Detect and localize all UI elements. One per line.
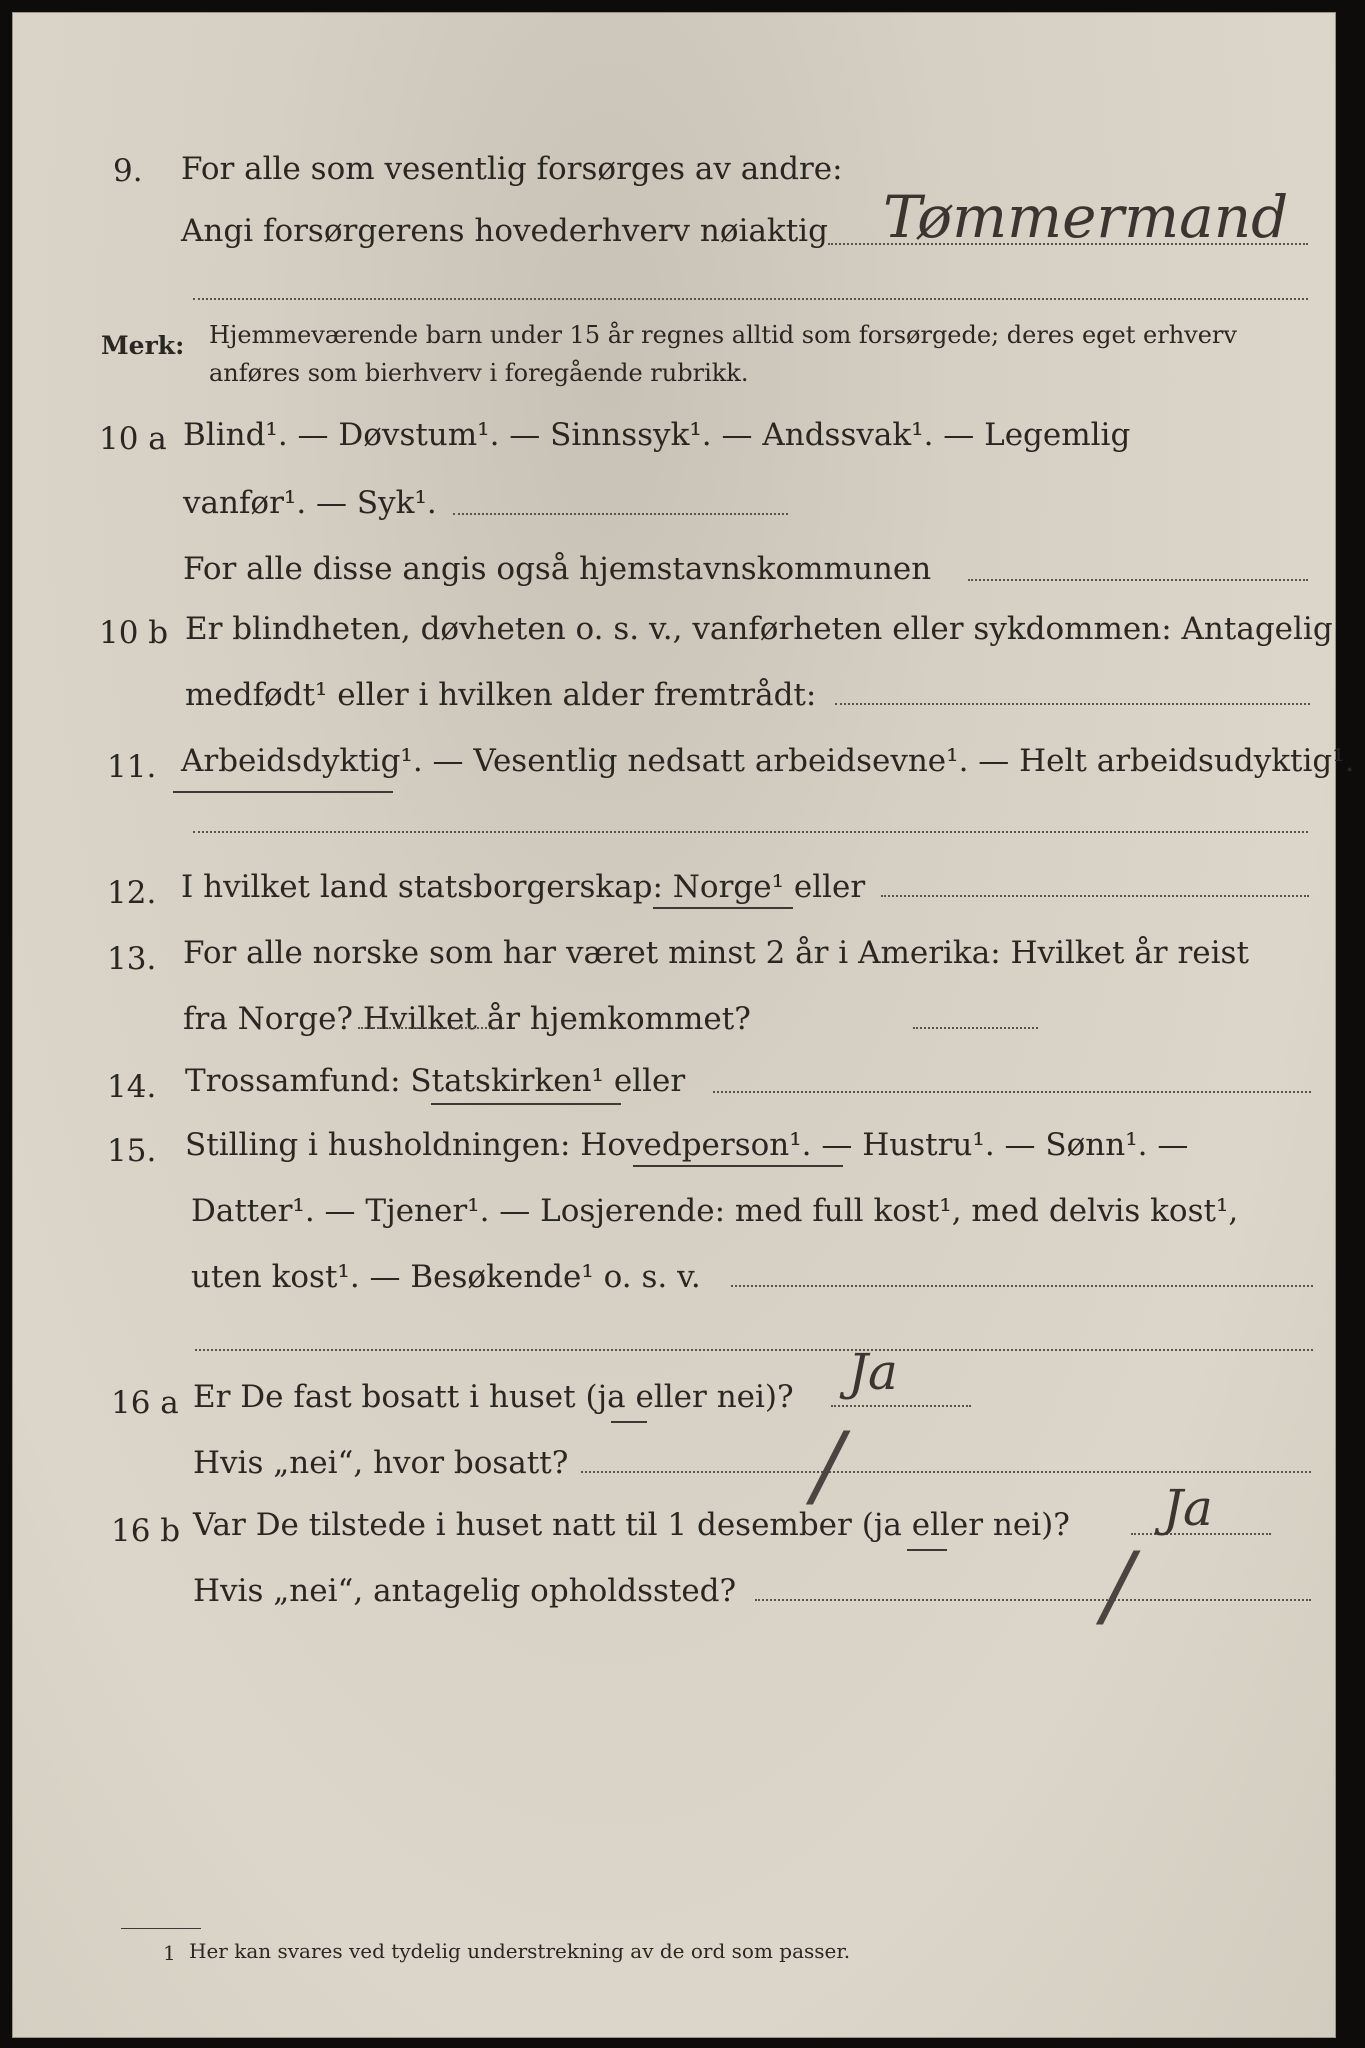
footnote-marker: 1 (163, 1941, 176, 1965)
q16a-underline-mark (611, 1421, 647, 1423)
q13-line1: For alle norske som har været minst 2 år i Amerika: Hvilket år reist (183, 935, 1249, 971)
q12-underline-mark (653, 907, 793, 909)
footnote-text: Her kan svares ved tydelig understrekning av de ord som passer. (189, 1939, 851, 1963)
census-form-page (12, 12, 1355, 2038)
q9-handwritten-answer: Tømmermand (883, 183, 1289, 251)
q14-line1: Trossamfund: Statskirken¹ eller (185, 1063, 686, 1099)
q10b-answer-line (835, 703, 1310, 705)
q14-answer-line (713, 1091, 1311, 1093)
q15-underline-mark (633, 1165, 843, 1167)
note-line2: anføres som bierhverv i foregående rubrikk. (209, 359, 749, 387)
q16a-line1: Er De fast bosatt i huset (ja eller nei)? (193, 1379, 794, 1415)
item-number-10b: 10 b (99, 615, 169, 651)
q15-line3: uten kost¹. — Besøkende¹ o. s. v. (191, 1259, 701, 1295)
q10b-line2: medfødt¹ eller i hvilken alder fremtrådt: (185, 677, 817, 713)
q15-line1: Stilling i husholdningen: Hovedperson¹. — Hustru¹. — Sønn¹. — (185, 1127, 1189, 1163)
q15-line2: Datter¹. — Tjener¹. — Losjerende: med full kost¹, med delvis kost¹, (191, 1193, 1239, 1229)
q10a-line3: For alle disse angis også hjemstavnskommunen (183, 551, 932, 587)
q16a-answer-line (831, 1405, 971, 1407)
q16b-location-line (755, 1599, 1311, 1601)
note-label: Merk: (101, 331, 185, 360)
item-number-11: 11. (107, 749, 157, 785)
item-number-15: 15. (107, 1133, 157, 1169)
q16b-handwritten-answer: Ja (1163, 1479, 1213, 1537)
q9-line1: For alle som vesentlig forsørges av andre: (181, 151, 843, 187)
item-number-16a: 16 a (111, 1385, 179, 1421)
q10a-line2: vanfør¹. — Syk¹. (183, 485, 437, 521)
q13-line2: fra Norge? Hvilket år hjemkommet? (183, 1001, 751, 1037)
q12-line1: I hvilket land statsborgerskap: Norge¹ eller (181, 869, 866, 905)
q16a-dash-mark: / (813, 1413, 844, 1518)
item-number-9: 9. (113, 153, 143, 189)
q14-underline-mark (431, 1103, 621, 1105)
note-line1: Hjemmeværende barn under 15 år regnes alltid som forsørgede; deres eget erhverv (209, 321, 1237, 349)
q10b-line1: Er blindheten, døvheten o. s. v., vanførheten eller sykdommen: Antagelig (185, 611, 1333, 647)
q16a-line2: Hvis „nei“, hvor bosatt? (193, 1445, 569, 1481)
q15-extra-line (195, 1349, 1313, 1351)
q13-year-left-line (358, 1027, 498, 1029)
q16b-dash-mark: / (1103, 1533, 1134, 1638)
q10a-hometown-line (968, 579, 1308, 581)
q16a-residence-line (581, 1471, 1311, 1473)
item-number-16b: 16 b (111, 1513, 181, 1549)
q9-line2: Angi forsørgerens hovederhverv nøiaktig (181, 213, 828, 249)
q16a-handwritten-answer: Ja (848, 1343, 898, 1401)
q11-underline-mark (173, 791, 393, 793)
footnote-rule (121, 1928, 201, 1929)
q16b-line1: Var De tilstede i huset natt til 1 desember (ja eller nei)? (193, 1507, 1070, 1543)
item-number-12: 12. (107, 875, 157, 911)
q9-extra-line (193, 298, 1308, 300)
q11-line1: Arbeidsdyktig¹. — Vesentlig nedsatt arbeidsevne¹. — Helt arbeidsudyktig¹. (181, 743, 1355, 779)
q10a-answer-line (453, 513, 788, 515)
item-number-14: 14. (107, 1069, 157, 1105)
q10a-line1: Blind¹. — Døvstum¹. — Sinnssyk¹. — Andssvak¹. — Legemlig (183, 417, 1131, 453)
item-number-10a: 10 a (99, 421, 167, 457)
q16b-line2: Hvis „nei“, antagelig opholdssted? (193, 1573, 737, 1609)
item-number-13: 13. (107, 941, 157, 977)
q11-extra-line (193, 831, 1308, 833)
q12-answer-line (881, 895, 1309, 897)
q16b-underline-mark (907, 1549, 947, 1551)
q15-answer-line (731, 1285, 1313, 1287)
q13-year-returned-line (913, 1027, 1038, 1029)
